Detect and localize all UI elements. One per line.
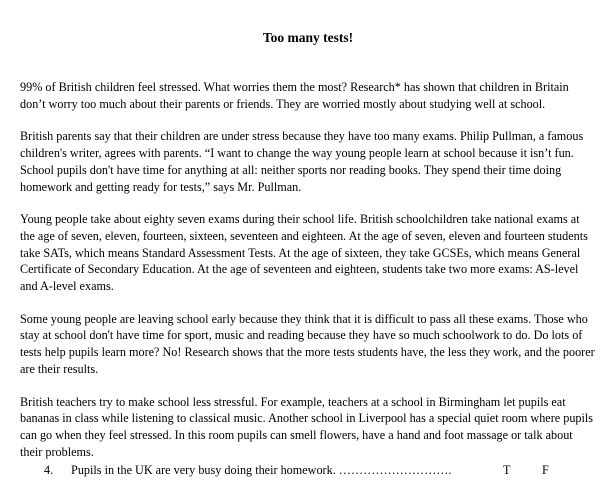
paragraph-exams: Young people take about eighty seven exams during their school life. British schoolchildren take national exams at the age of seven, eleven, fourteen, sixteen, seventeen and eighteen. At the age of seven, eleven and fourteen students take SATs, which means Standard Assessment Tests. At the age of sixteen, they take GCSEs, which means General Certificate of Secondary Education. At the age of seventeen and eighteen, students take two more exams: AS-level and A-level exams. (20, 212, 588, 294)
question-item (44, 462, 549, 478)
paragraph-leaving-school: Some young people are leaving school early because they think that it is difficult to pass all these exams. Those who stay at school don't have time for sport, music and reading because they have so much schoolwork to do. Do lots of tests help pupils learn more? No! Research shows that the more tests students have, the less they work, and the poorer are their results. (20, 311, 595, 376)
paragraph-intro: 99% of British children feel stressed. What worries them the most? Research* has shown that children in Britain don’t worry too much about their parents or friends. They are worried mostly about studying well at school. (20, 80, 569, 111)
document-title: Too many tests! (262, 30, 354, 45)
question-number: 4. (44, 463, 54, 477)
true-option[interactable]: T (503, 463, 511, 477)
question-text: Pupils in the UK are very busy doing their homework. ………………………. (71, 463, 452, 477)
document-page (20, 30, 596, 476)
paragraph-parents: British parents say that their children are under stress because they have too many exams. Philip Pullman, a famous children's writer, agrees with parents. “I want to change the way young people learn at school because it isn’t fun. School pupils don't have time for anything at all: neither sports nor reading books. They spend their time doing homework and getting ready for tests,” says Mr. Pullman. (20, 129, 584, 194)
false-option[interactable]: F (542, 463, 549, 477)
paragraph-teachers: British teachers try to make school less stressful. For example, teachers at a school in Birmingham let pupils eat bananas in class while listening to classical music. Another school in Liverpool has a special quiet room where pupils can go when they feel stressed. In this room pupils can smell flowers, have a hand and foot massage or talk about their problems. (20, 394, 594, 459)
